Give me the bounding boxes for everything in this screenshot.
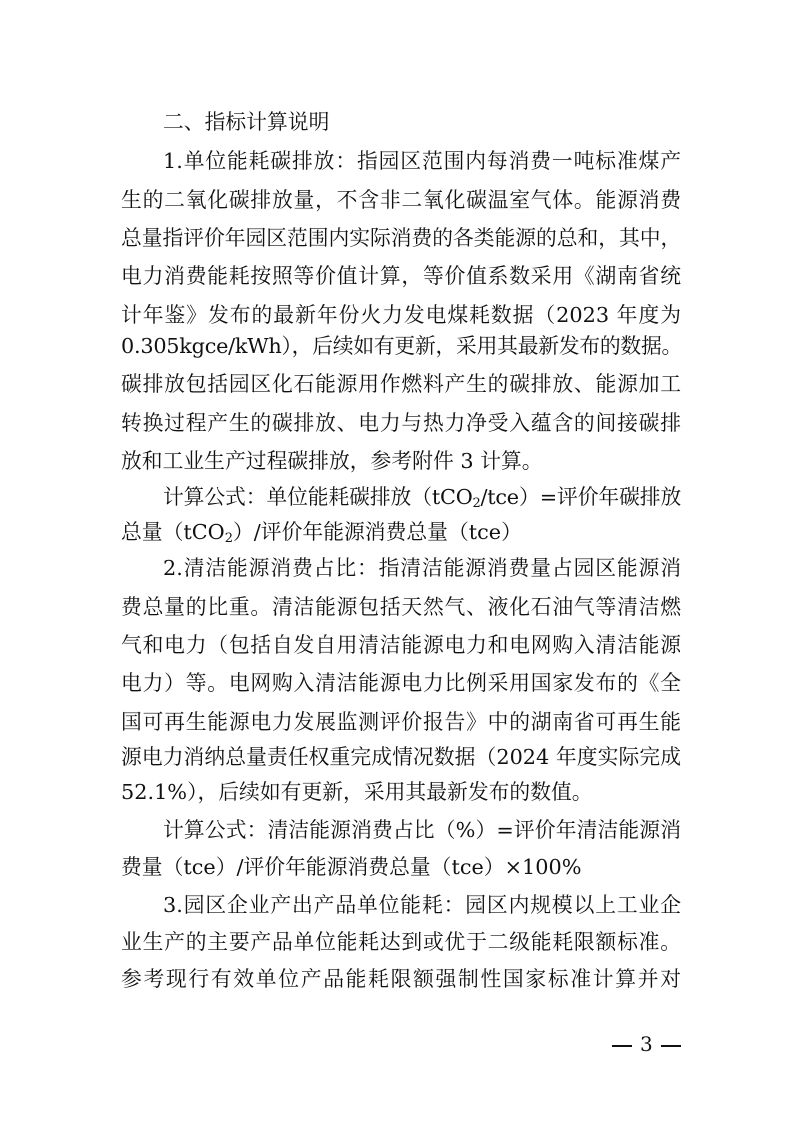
paragraph-line: 生的二氧化碳排放量，不含非二氧化碳温室气体。能源消费 [121, 188, 681, 212]
paragraph-line: 3.园区企业产出产品单位能耗：园区内规模以上工业企 [163, 893, 681, 917]
paragraph-line: 2.清洁能源消费占比：指清洁能源消费量占园区能源消 [163, 556, 681, 580]
paragraph-line: 源电力消纳总量责任权重完成情况数据（2024 年度实际完成 [121, 745, 681, 769]
paragraph-line: 总量指评价年园区范围内实际消费的各类能源的总和，其中， [121, 226, 681, 250]
paragraph-line: 业生产的主要产品单位能耗达到或优于二级能耗限额标准。 [121, 930, 681, 954]
paragraph-line: 52.1%），后续如有更新，采用其最新发布的数值。 [121, 780, 593, 804]
formula-text: ）/评价年能源消费总量（tce） [233, 520, 522, 544]
formula-text: /tce）=评价年碳排放 [480, 485, 681, 509]
paragraph-line: 气和电力（包括自发自用清洁能源电力和电网购入清洁能源 [121, 633, 681, 657]
paragraph-line: 放和工业生产过程碳排放，参考附件 3 计算。 [121, 449, 543, 473]
paragraph-line: 电力）等。电网购入清洁能源电力比例采用国家发布的《全 [121, 671, 681, 695]
section-heading: 二、指标计算说明 [163, 110, 330, 134]
paragraph-line: 1.单位能耗碳排放：指园区范围内每消费一吨标准煤产 [163, 149, 681, 173]
paragraph-line: 转换过程产生的碳排放、电力与热力净受入蕴含的间接碳排 [121, 411, 681, 435]
formula-line [121, 514, 681, 550]
formula-line: 计算公式：清洁能源消费占比（%）=评价年清洁能源消 [163, 818, 681, 842]
page-number: 3 [640, 1032, 653, 1056]
paragraph-line: 碳排放包括园区化石能源用作燃料产生的碳排放、能源加工 [121, 372, 681, 396]
paragraph-line: 0.305kgce/kWh），后续如有更新，采用其最新发布的数据。 [121, 334, 683, 358]
subscript: 2 [224, 531, 233, 546]
dash-left [612, 1045, 632, 1047]
formula-line [163, 479, 681, 515]
paragraph-line: 电力消费能耗按照等价值计算，等价值系数采用《湖南省统 [121, 264, 681, 288]
paragraph-line: 国可再生能源电力发展监测评价报告》中的湖南省可再生能 [121, 710, 681, 734]
page-number-footer [612, 1029, 681, 1059]
formula-text: 计算公式：单位能耗碳排放（tCO [163, 485, 473, 509]
dash-right [661, 1045, 681, 1047]
formula-text: 总量（tCO [121, 520, 225, 544]
paragraph-line: 计年鉴》发布的最新年份火力发电煤耗数据（2023 年度为 [121, 303, 681, 327]
paragraph-line: 费总量的比重。清洁能源包括天然气、液化石油气等清洁燃 [121, 595, 681, 619]
formula-line: 费量（tce）/评价年能源消费总量（tce）×100% [121, 855, 582, 879]
paragraph-line: 参考现行有效单位产品能耗限额强制性国家标准计算并对 [121, 967, 681, 991]
subscript: 2 [472, 496, 481, 511]
